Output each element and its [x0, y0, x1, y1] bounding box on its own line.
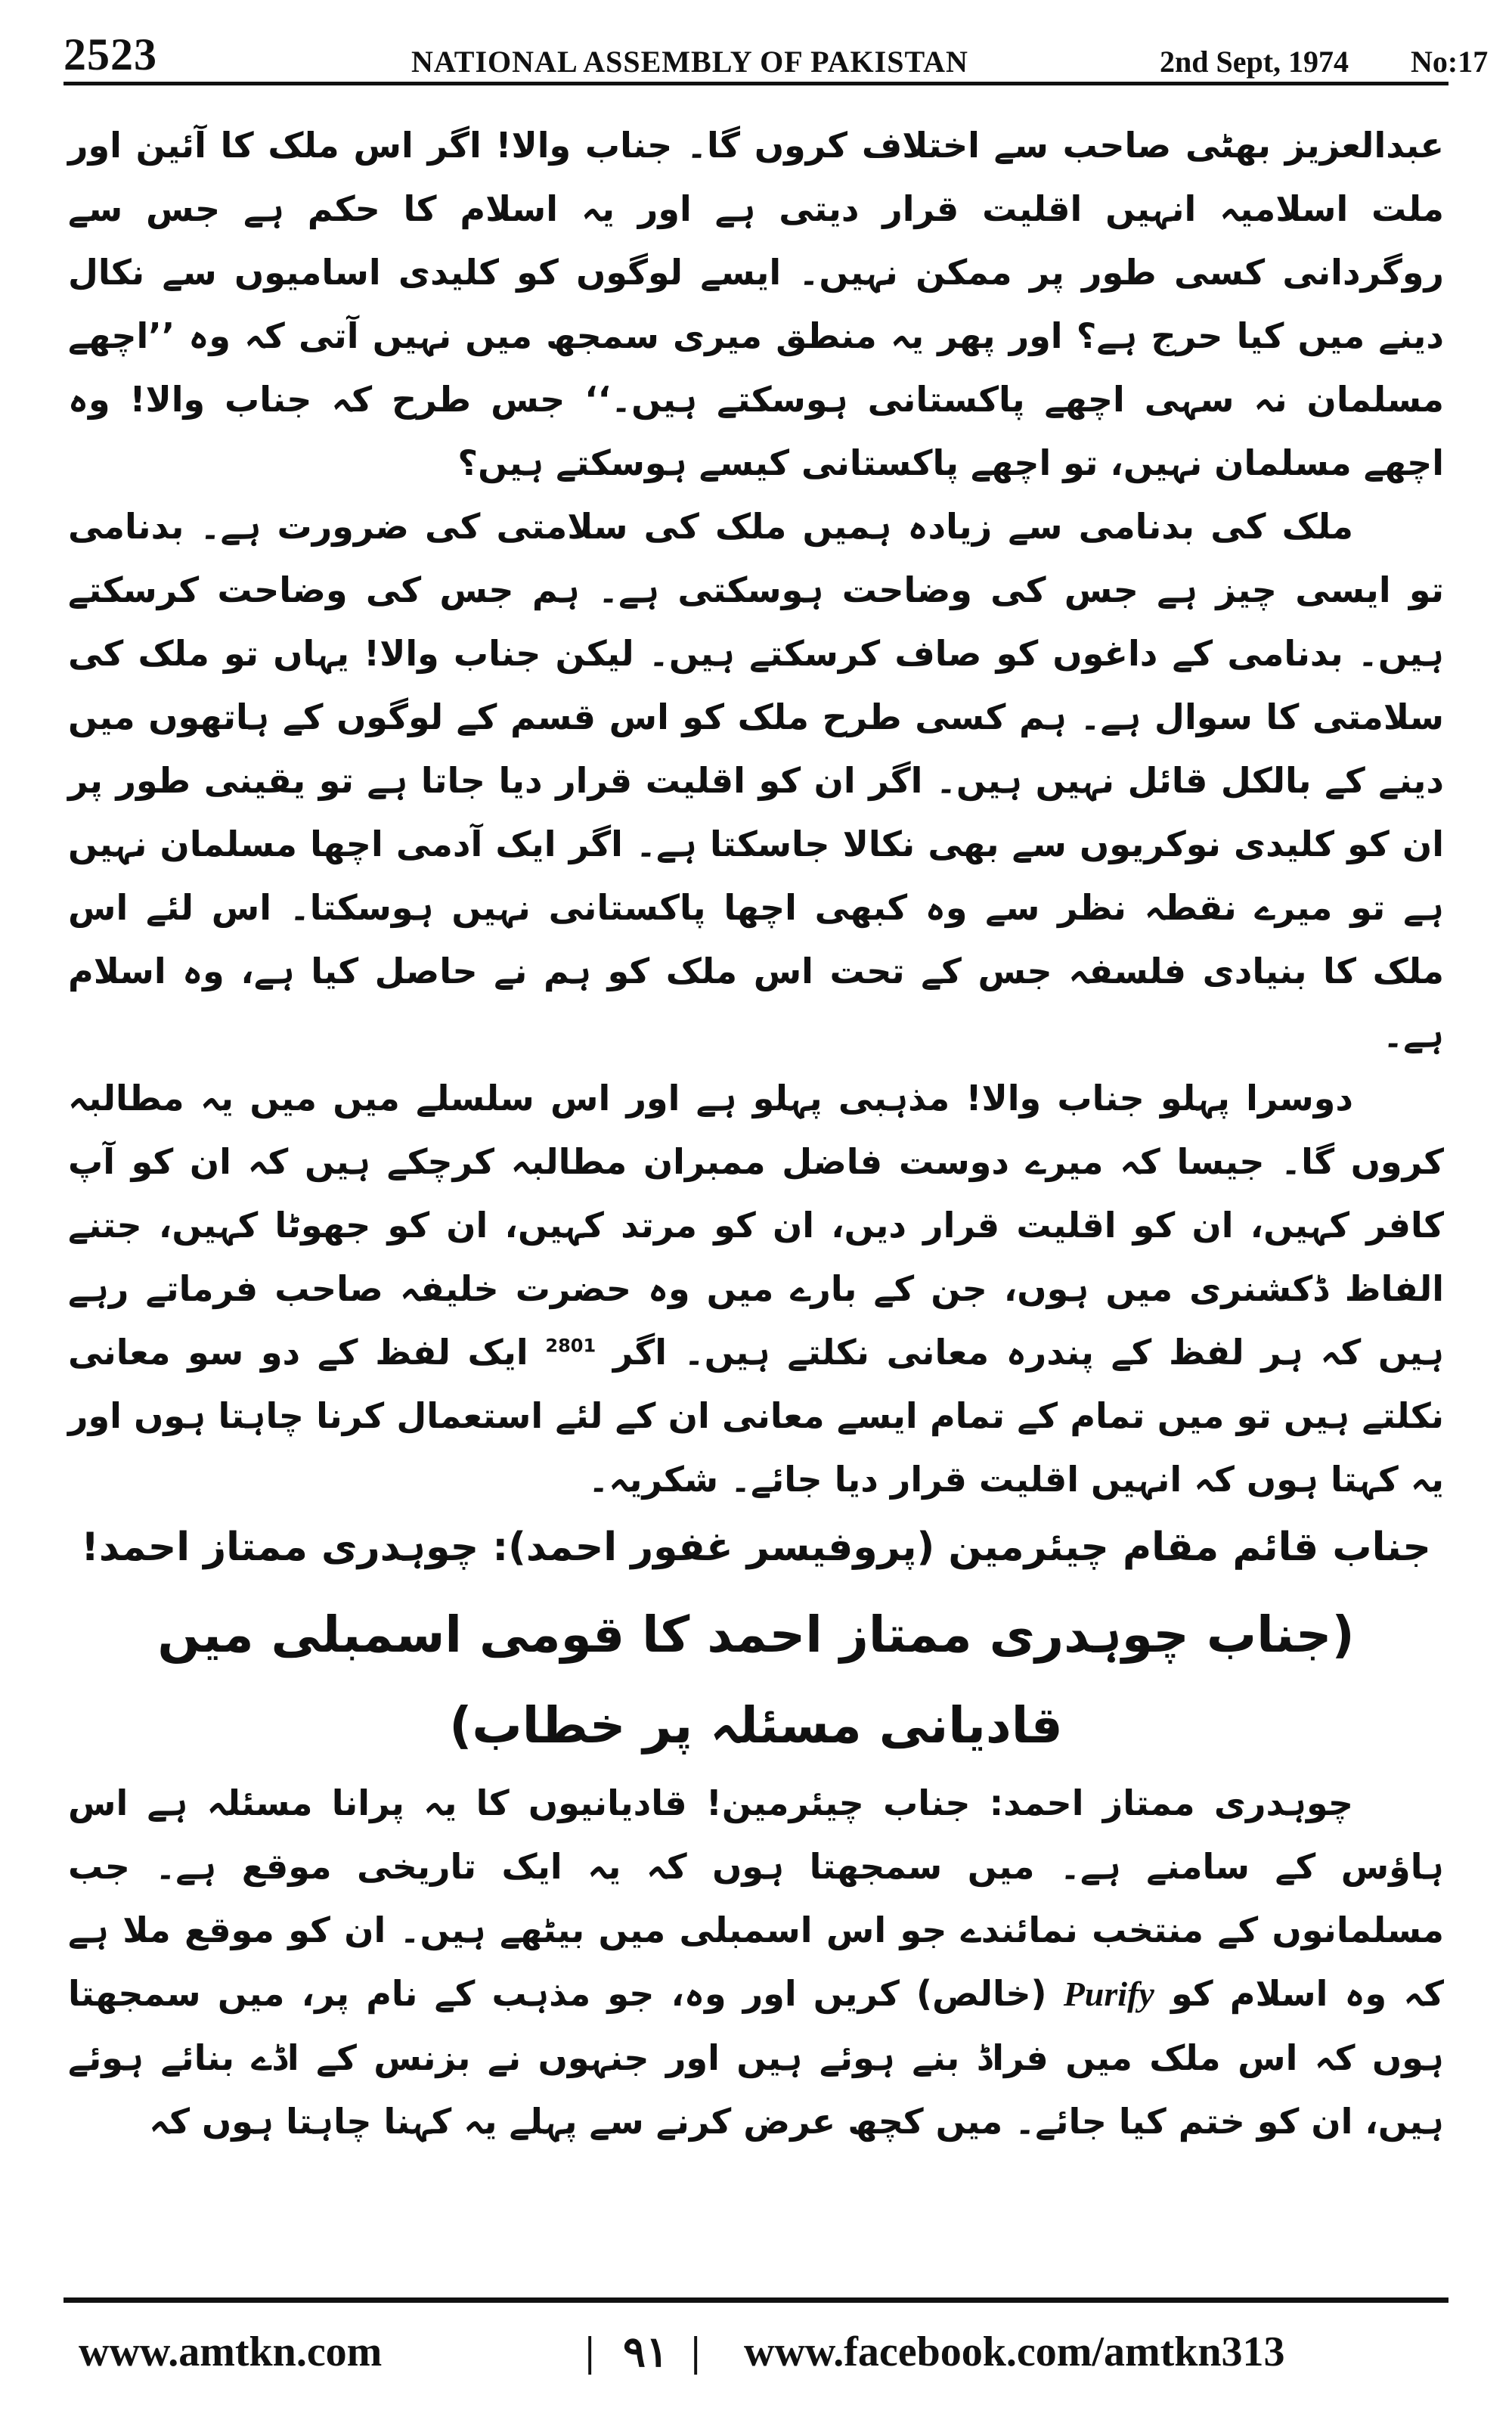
- header-divider: [64, 82, 1448, 85]
- paragraph-4-text-b: (خالص) کریں اور وہ، جو مذہب کے نام پر، میں سمجھتا ہوں کہ اس ملک میں فراڈ بنے ہوئے ہیں اور جنہوں نے بزنس کے اڈے بنائے ہوئے ہیں، ان کو ختم کیا جائے۔ میں کچھ عرض کرنے سے پہلے یہ کہنا چاہتا ہوں کہ: [68, 1973, 1444, 2142]
- paragraph-4-text-a: چوہدری ممتاز احمد: جناب چیئرمین! قادیانیوں کا یہ پرانا مسئلہ ہے اس ہاؤس کے سامنے ہے۔ میں سمجھتا ہوں کہ یہ ایک تاریخی موقع ہے۔ جب مسلمانوں کے منتخب نمائندے جو اس اسمبلی میں بیٹھے ہیں۔ ان کو موقع ملا ہے کہ وہ اسلام کو: [68, 1782, 1445, 2014]
- section-heading: (جناب چوہدری ممتاز احمد کا قومی اسمبلی میں قادیانی مسئلہ پر خطاب): [157, 1606, 1355, 1754]
- page-number: 2523: [64, 29, 157, 79]
- paragraph-3-text-b: ایک لفظ کے دو سو معانی نکلتے ہیں تو میں تمام کے تمام ایسے معانی ان کے لئے استعمال کرنا چاہتا ہوں اور یہ کہتا ہوں کہ انہیں اقلیت قرار دیا جائے۔ شکریہ۔: [68, 1332, 1444, 1500]
- footer-divider: [64, 2297, 1448, 2303]
- footer-separator: |: [585, 2328, 595, 2375]
- footer-website-link[interactable]: www.amtkn.com: [79, 2328, 383, 2375]
- session-date: 2nd Sept, 1974: [1160, 45, 1349, 79]
- publication-title: NATIONAL ASSEMBLY OF PAKISTAN: [411, 45, 968, 79]
- paragraph-3-text-a: دوسرا پہلو جناب والا! مذہبی پہلو ہے اور اس سلسلے میں میں یہ مطالبہ کروں گا۔ جیسا کہ میرے دوست فاضل ممبران مطالبہ کرچکے ہیں کہ ان کو آپ کافر کہیں، ان کو اقلیت قرار دیں، ان کو مرتد کہیں، ان کو جھوٹا کہیں، جتنے الفاظ ڈکشنری میں ہوں، جن کے بارے میں وہ حضرت خلیفہ صاحب فرماتے رہے ہیں کہ ہر لفظ کے پندرہ معانی نکلتے ہیں۔ اگر: [68, 1078, 1445, 1373]
- paragraph-2: ملک کی بدنامی سے زیادہ ہمیں ملک کی سلامتی کی ضرورت ہے۔ بدنامی تو ایسی چیز ہے جس کی وضاحت ہوسکتی ہے۔ ہم جس کی وضاحت کرسکتے ہیں۔ بدنامی کے داغوں کو صاف کرسکتے ہیں۔ لیکن جناب والا! یہاں تو ملک کی سلامتی کا سوال ہے۔ ہم کسی طرح ملک کو اس قسم کے لوگوں کے ہاتھوں میں دینے کے بالکل قائل نہیں ہیں۔ اگر ان کو اقلیت قرار دیا جاتا ہے تو یقینی طور پر ان کو کلیدی نوکریوں سے بھی نکالا جاسکتا ہے۔ اگر ایک آدمی اچھا مسلمان نہیں ہے تو میرے نقطہ نظر سے وہ کبھی اچھا پاکستانی نہیں ہوسکتا۔ اس لئے اس ملک کا بنیادی فلسفہ جس کے تحت اس ملک کو ہم نے حاصل کیا ہے، وہ اسلام ہے۔: [68, 506, 1444, 1055]
- paragraph-4: [68, 1771, 1444, 2153]
- paragraph-1: عبدالعزیز بھٹی صاحب سے اختلاف کروں گا۔ جناب والا! اگر اس ملک کا آئین اور ملت اسلامیہ انہیں اقلیت قرار دیتی ہے اور یہ اسلام کا حکم ہے جس سے روگردانی کسی طور پر ممکن نہیں۔ ایسے لوگوں کو کلیدی اسامیوں سے نکال دینے میں کیا حرج ہے؟ اور پھر یہ منطق میری سمجھ میں نہیں آتی کہ وہ ’’اچھے مسلمان نہ سہی اچھے پاکستانی ہوسکتے ہیں۔‘‘ جس طرح کہ جناب والا! وہ اچھے مسلمان نہیں، تو اچھے پاکستانی کیسے ہوسکتے ہیں؟: [68, 125, 1444, 483]
- chair-line: جناب قائم مقام چیئرمین (پروفیسر غفور احمد): چوہدری ممتاز احمد!: [81, 1525, 1431, 1570]
- footnote-marker: 2801: [545, 1335, 596, 1357]
- paragraph-3: [68, 1066, 1444, 1511]
- footer-facebook-link[interactable]: www.facebook.com/amtkn313: [744, 2328, 1285, 2375]
- page-body: [68, 113, 1444, 2231]
- page-footer: [64, 2328, 1448, 2388]
- footer-separator: |: [691, 2328, 701, 2375]
- issue-number: No:17: [1411, 45, 1489, 79]
- page-header: [64, 29, 1489, 89]
- english-term: Purify: [1063, 1975, 1154, 2013]
- footer-page-number: ٩١: [623, 2329, 669, 2376]
